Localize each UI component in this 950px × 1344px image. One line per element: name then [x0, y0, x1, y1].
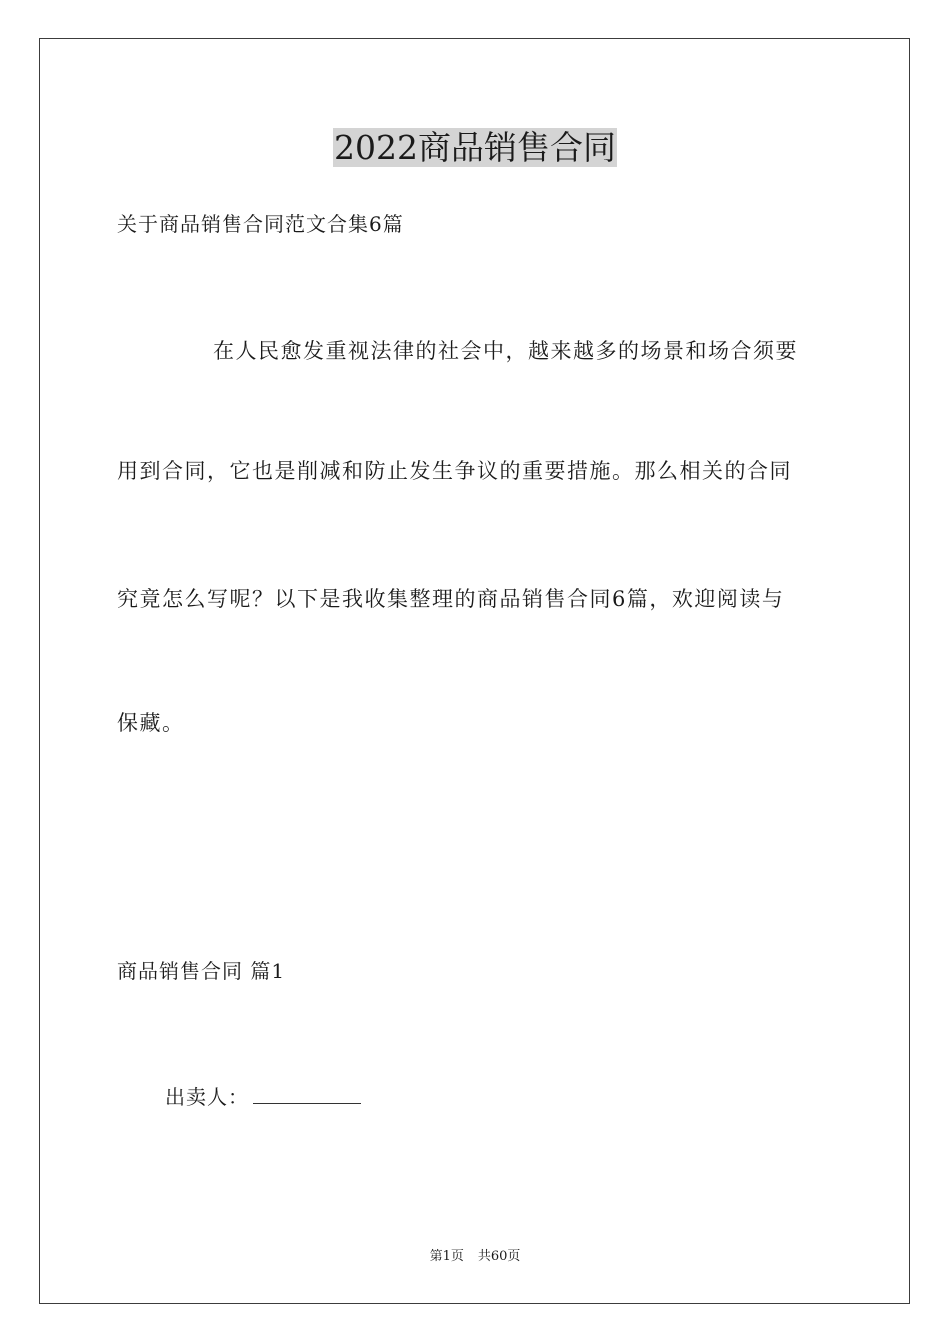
seller-blank — [253, 1083, 361, 1104]
page-total: 共60页 — [477, 1249, 521, 1264]
page-number: 第1页 — [429, 1249, 464, 1264]
section-heading: 商品销售合同 篇1 — [117, 959, 286, 983]
intro-line: 在人民愈发重视法律的社会中，越来越多的场景和场合须要 — [213, 339, 798, 363]
document-title-text: 2022商品销售合同 — [334, 128, 616, 167]
seller-label: 出卖人： — [165, 1085, 249, 1109]
intro-line: 用到合同，它也是削减和防止发生争议的重要措施。那么相关的合同 — [117, 459, 792, 483]
document-title — [0, 128, 950, 168]
intro-line: 究竟怎么写呢？以下是我收集整理的商品销售合同6篇，欢迎阅读与 — [117, 587, 785, 611]
seller-field — [165, 1083, 361, 1111]
page-footer — [0, 1249, 950, 1265]
document-subtitle: 关于商品销售合同范文合集6篇 — [117, 212, 404, 236]
intro-line: 保藏。 — [117, 711, 185, 735]
